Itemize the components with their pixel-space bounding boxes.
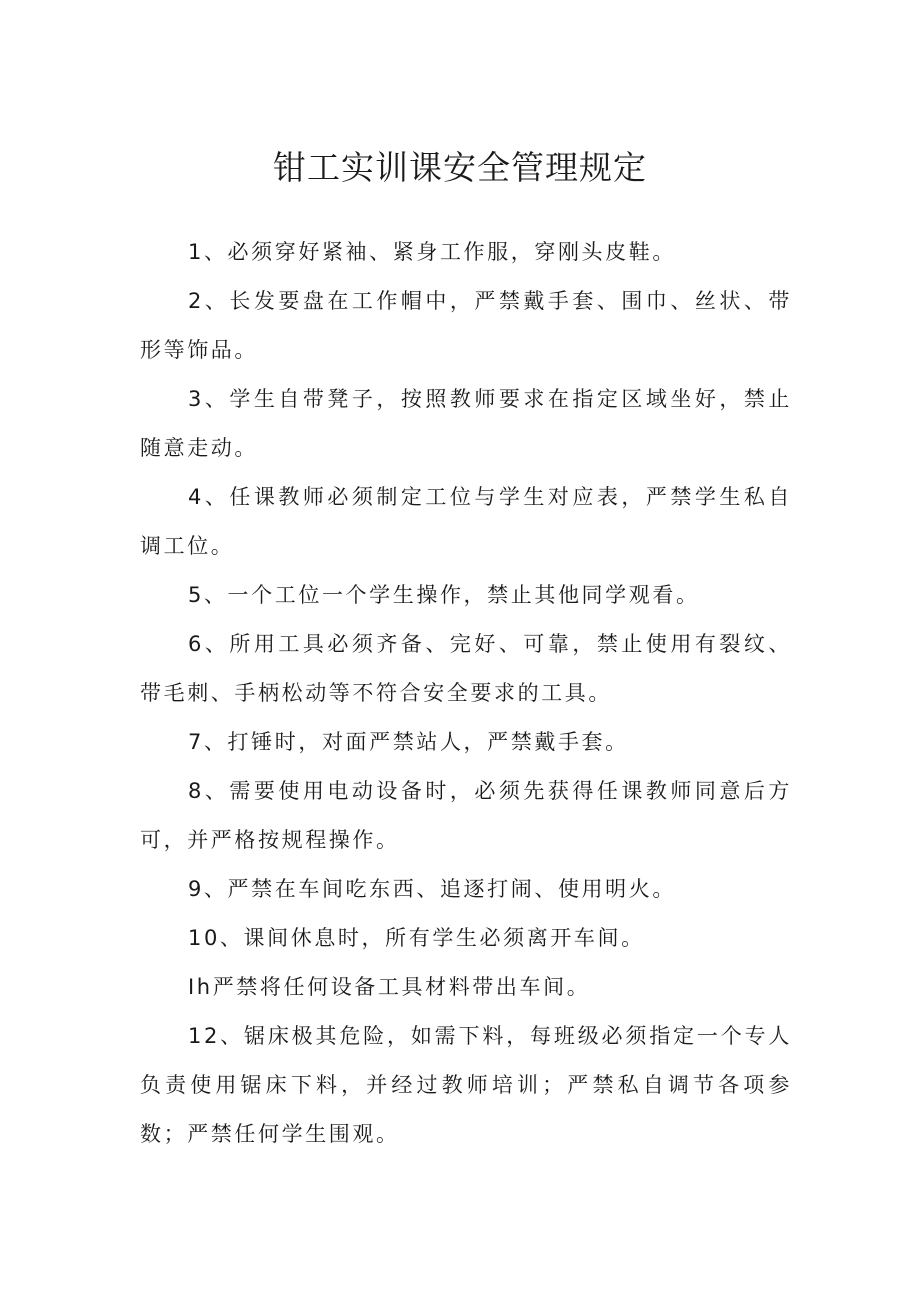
rule-paragraph-4: 4、任课教师必须制定工位与学生对应表，严禁学生私自调工位。 (140, 485, 792, 558)
rule-paragraph-2: 2、长发要盘在工作帽中，严禁戴手套、围巾、丝状、带形等饰品。 (140, 289, 792, 362)
rule-paragraph-7: 7、打锤时，对面严禁站人，严禁戴手套。 (188, 730, 629, 754)
rule-paragraph-8: 8、需要使用电动设备时，必须先获得任课教师同意后方可，并严格按规程操作。 (140, 779, 792, 852)
rule-paragraph-3: 3、学生自带凳子，按照教师要求在指定区域坐好，禁止随意走动。 (140, 387, 792, 460)
rule-paragraph-11: Ih严禁将任何设备工具材料带出车间。 (188, 975, 591, 999)
rule-paragraph-9: 9、严禁在车间吃东西、追逐打闹、使用明火。 (188, 877, 676, 901)
rule-paragraph-1: 1、必须穿好紧袖、紧身工作服，穿刚头皮鞋。 (188, 240, 676, 264)
rule-paragraph-12: 12、锯床极其危险，如需下料，每班级必须指定一个专人负责使用锯床下料，并经过教师培训；严禁私自调节各项参数；严禁任何学生围观。 (140, 1024, 792, 1146)
rule-paragraph-5: 5、一个工位一个学生操作，禁止其他同学观看。 (188, 583, 700, 607)
document-body (140, 228, 792, 1159)
rule-paragraph-6: 6、所用工具必须齐备、完好、可靠，禁止使用有裂纹、带毛刺、手柄松动等不符合安全要求的工具。 (140, 632, 792, 705)
document-title: 钳工实训课安全管理规定 (273, 148, 647, 187)
rule-paragraph-10: 10、课间休息时，所有学生必须离开车间。 (188, 926, 645, 950)
